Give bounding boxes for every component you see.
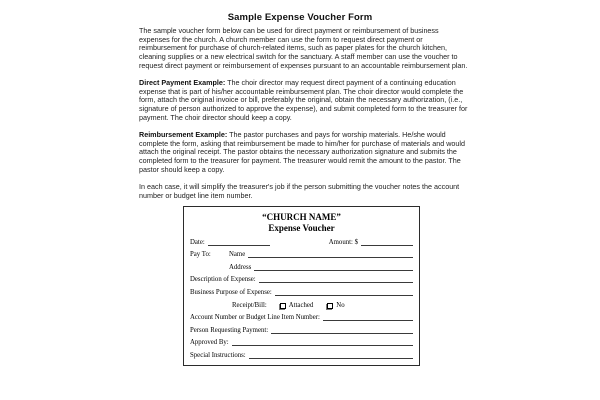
approved-by-blank-line — [232, 344, 413, 346]
receipt-label: Receipt/Bill: — [232, 301, 267, 309]
closing-paragraph — [139, 183, 471, 200]
date-blank-line — [208, 244, 270, 246]
form-title-heading: Expense Voucher — [268, 222, 335, 233]
description-row — [190, 272, 413, 285]
business-purpose-blank-line — [275, 294, 413, 296]
special-instructions-label: Special Instructions: — [190, 351, 246, 359]
business-purpose-label: Business Purpose of Expense: — [190, 288, 272, 296]
account-number-label: Account Number or Budget Line Item Number: — [190, 314, 320, 322]
expense-voucher-form — [183, 206, 420, 366]
body-text — [139, 27, 471, 209]
person-requesting-row — [190, 322, 413, 335]
paragraph-lead: Direct Payment Example: — [139, 78, 226, 88]
date-label: Date: — [190, 238, 205, 246]
account-number-blank-line — [323, 319, 413, 321]
checkbox-no-option — [326, 302, 344, 310]
paragraph-text: The choir director may request direct payment of a continuing education expense that is part of his/her accountable reimbursement plan. The choir director would complete the form, attach the original invoice or bill, preferably the original, obtain the necessary authorization, (i.e., signature of person authorized to approve the expense), and submit completed form to the treasurer for payment. The choir director should keep a copy. — [139, 78, 468, 122]
approved-by-row — [190, 335, 413, 348]
description-label: Description of Expense: — [190, 276, 256, 284]
address-row — [190, 259, 413, 272]
person-requesting-blank-line — [271, 332, 413, 334]
receipt-row — [190, 297, 413, 310]
no-label: No — [336, 301, 345, 309]
pay-to-name-row — [190, 247, 413, 260]
attached-label: Attached — [288, 301, 314, 309]
checkbox-icon — [327, 303, 333, 309]
pay-to-label: Pay To: — [190, 251, 211, 259]
paragraph-text: In each case, it will simplify the treasurer's job if the person submitting the voucher notes the account number or budget line item number. — [139, 182, 460, 200]
date-amount-row — [190, 234, 413, 247]
paragraph-text: The pastor purchases and pays for worship materials. He/she would complete the form, asking that reimbursement be made to him/her for purchase of materials and would attach the original receipt. The pastor obtains the necessary authorization signature and submits the completed form to the treasurer for payment. The treasurer would remit the amount to the pastor. The pastor should keep a copy. — [139, 130, 465, 174]
form-header — [190, 212, 413, 233]
reimbursement-paragraph — [139, 131, 471, 175]
amount-blank-line — [361, 244, 413, 246]
special-instructions-blank-line — [249, 357, 413, 359]
business-purpose-row — [190, 284, 413, 297]
name-blank-line — [248, 256, 413, 258]
description-blank-line — [259, 281, 413, 283]
intro-paragraph — [139, 27, 471, 71]
approved-by-label: Approved By: — [190, 339, 229, 347]
checkbox-attached-option — [279, 302, 314, 310]
special-instructions-row — [190, 347, 413, 360]
paragraph-text: The sample voucher form below can be used for direct payment or reimbursement of business expenses for the church. A church member can use the form to request direct payment or reimbursement for purchase of church-related items, such as paper plates for the church kitchen, cleaning supplies or a new electrical switch for the sanctuary. A staff member can use the voucher to request direct payment or reimbursement of expenses pursuant to an accountable reimbursement plan. — [139, 26, 468, 70]
page-title: Sample Expense Voucher Form — [227, 12, 373, 23]
paragraph-lead: Reimbursement Example: — [139, 130, 228, 140]
name-label: Name — [229, 251, 246, 259]
direct-payment-paragraph — [139, 79, 471, 123]
amount-label: Amount: $ — [328, 238, 358, 246]
checkbox-icon — [280, 303, 286, 309]
address-blank-line — [254, 269, 413, 271]
address-label: Address — [229, 263, 252, 271]
account-number-row — [190, 310, 413, 323]
person-requesting-label: Person Requesting Payment: — [190, 326, 269, 334]
church-name-heading: “CHURCH NAME” — [262, 212, 341, 222]
